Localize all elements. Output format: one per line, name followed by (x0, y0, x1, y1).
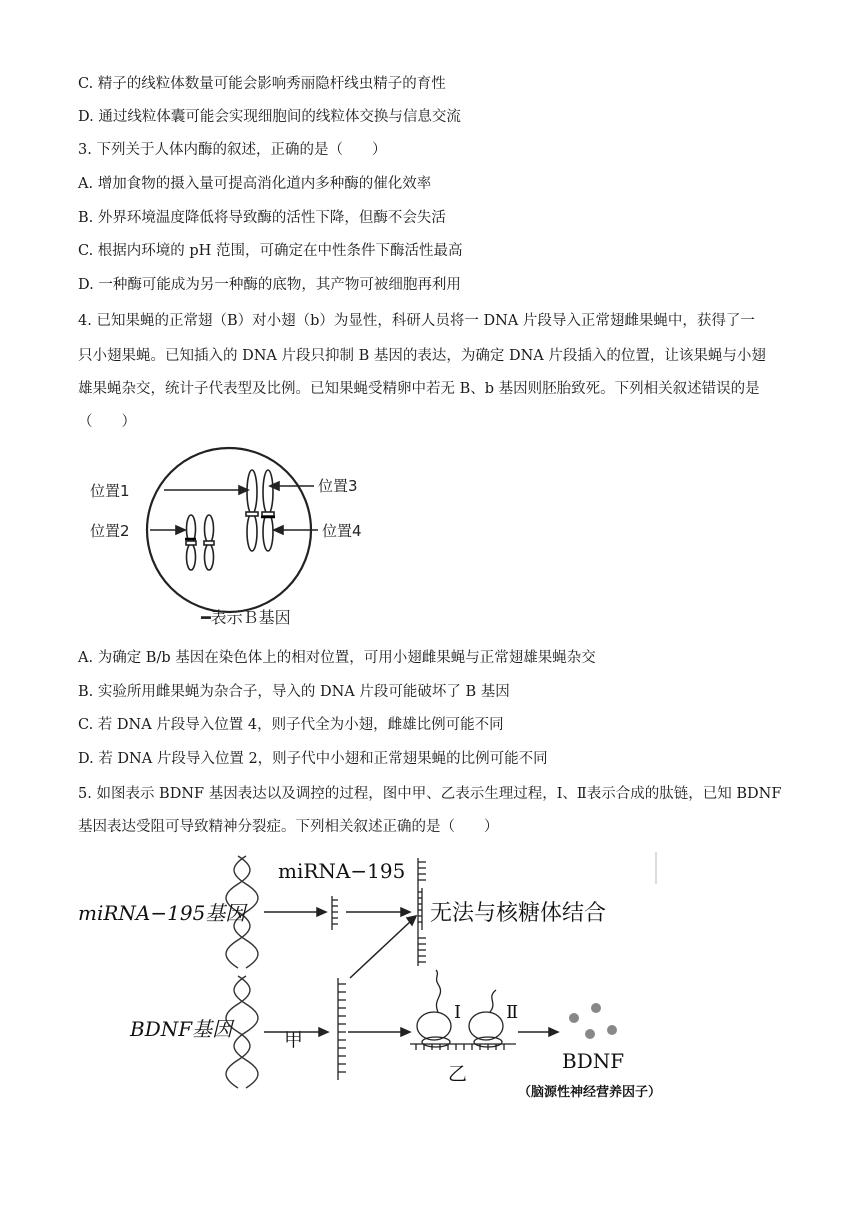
question-4-line2: 只小翅果蝇。已知插入的 DNA 片段只抑制 B 基因的表达，为确定 DNA 片段插入的位置，让该果蝇与小翅 (78, 348, 766, 364)
bdnf-description: （脑源性神经营养因子） (518, 1085, 662, 1100)
arrow-icon (401, 908, 410, 916)
bdnf-molecules (569, 1003, 617, 1039)
question-4-line3: 雄果蝇杂交，统计子代表型及比例。已知果蝇受精卵中若无 B、b 基因则胚胎致死。下列相关叙述错误的是 (78, 381, 760, 397)
arrow-icon (401, 1028, 410, 1036)
process-jia-label: 甲 (284, 1029, 304, 1051)
peptide-chain (436, 970, 441, 1012)
question-5-line1: 5. 如图表示 BDNF 基因表达以及调控的过程，图中甲、乙表示生理过程，Ⅰ、Ⅱ表示合成的肽链，已知 BDNF (78, 786, 782, 802)
position-2-label: 位置2 (90, 522, 130, 540)
chromosome-figure (78, 440, 398, 635)
mirna-195-gene-label: miRNA−195基因 (78, 901, 246, 925)
arrow-icon (549, 1028, 558, 1036)
mirna-195-label: miRNA−195 (278, 859, 406, 883)
position-4-label: 位置4 (322, 522, 362, 540)
translation-ribosomes (410, 970, 519, 1050)
arrow-icon (270, 482, 279, 490)
option-c-q4: C. 若 DNA 片段导入位置 4，则子代全为小翅，雌雄比例可能不同 (78, 717, 504, 733)
mrna-mirna-complex (418, 858, 426, 966)
arrow-icon (319, 1028, 328, 1036)
arrow-icon (176, 526, 185, 534)
option-d-q2: D. 通过线粒体囊可能会实现细胞间的线粒体交换与信息交流 (78, 109, 461, 125)
ribosome-icon (417, 1012, 451, 1040)
option-b-q4: B. 实验所用雌果蝇为杂合子，导入的 DNA 片段可能破坏了 B 基因 (78, 684, 510, 700)
question-4-blank: （ ） (78, 414, 136, 430)
option-c-q3: C. 根据内环境的 pH 范围，可确定在中性条件下酶活性最高 (78, 243, 463, 259)
question-5-line2: 基因表达受阻可导致精神分裂症。下列相关叙述正确的是（ ） (78, 819, 499, 835)
option-d-q3: D. 一种酶可能成为另一种酶的底物，其产物可被细胞再利用 (78, 277, 461, 293)
small-chromosome-pair (186, 515, 214, 570)
bdnf-label: BDNF (562, 1049, 625, 1073)
bdnf-mrna (338, 978, 346, 1080)
peptide-1-label: Ⅰ (454, 1002, 462, 1023)
question-3: 3. 下列关于人体内酶的叙述，正确的是（ ） (78, 142, 387, 158)
option-d-q4: D. 若 DNA 片段导入位置 2，则子代中小翅和正常翅果蝇的比例可能不同 (78, 751, 548, 767)
option-b-q3: B. 外界环境温度降低将导致酶的活性下降，但酶不会失活 (78, 210, 446, 226)
mirna-strand (332, 896, 338, 930)
arrow-icon (317, 908, 326, 916)
peptide-chain (490, 990, 496, 1012)
ribosome-icon (469, 1012, 503, 1040)
option-a-q4: A. 为确定 B/b 基因在染色体上的相对位置，可用小翅雌果蝇与正常翅雄果蝇杂交 (78, 650, 596, 666)
question-4-line1: 4. 已知果蝇的正常翅（B）对小翅（b）为显性，科研人员将一 DNA 片段导入正常翅雌果蝇中，获得了一 (78, 313, 755, 329)
option-a-q3: A. 增加食物的摄入量可提高消化道内多种酶的催化效率 (78, 176, 432, 192)
peptide-2-label: Ⅱ (506, 1002, 519, 1023)
bdnf-expression-figure (78, 848, 678, 1108)
b-gene-legend: ━表示Ｂ基因 (201, 608, 291, 627)
cannot-bind-ribosome-label: 无法与核糖体结合 (430, 901, 607, 926)
process-yi-label: 乙 (448, 1063, 468, 1085)
position-3-label: 位置3 (318, 477, 358, 495)
option-c-q2: C. 精子的线粒体数量可能会影响秀丽隐杆线虫精子的育性 (78, 76, 446, 92)
position-1-label: 位置1 (90, 482, 130, 500)
large-chromosome-pair (246, 470, 274, 551)
arrow-icon (274, 526, 283, 534)
bdnf-gene-label: BDNF基因 (130, 1017, 233, 1041)
